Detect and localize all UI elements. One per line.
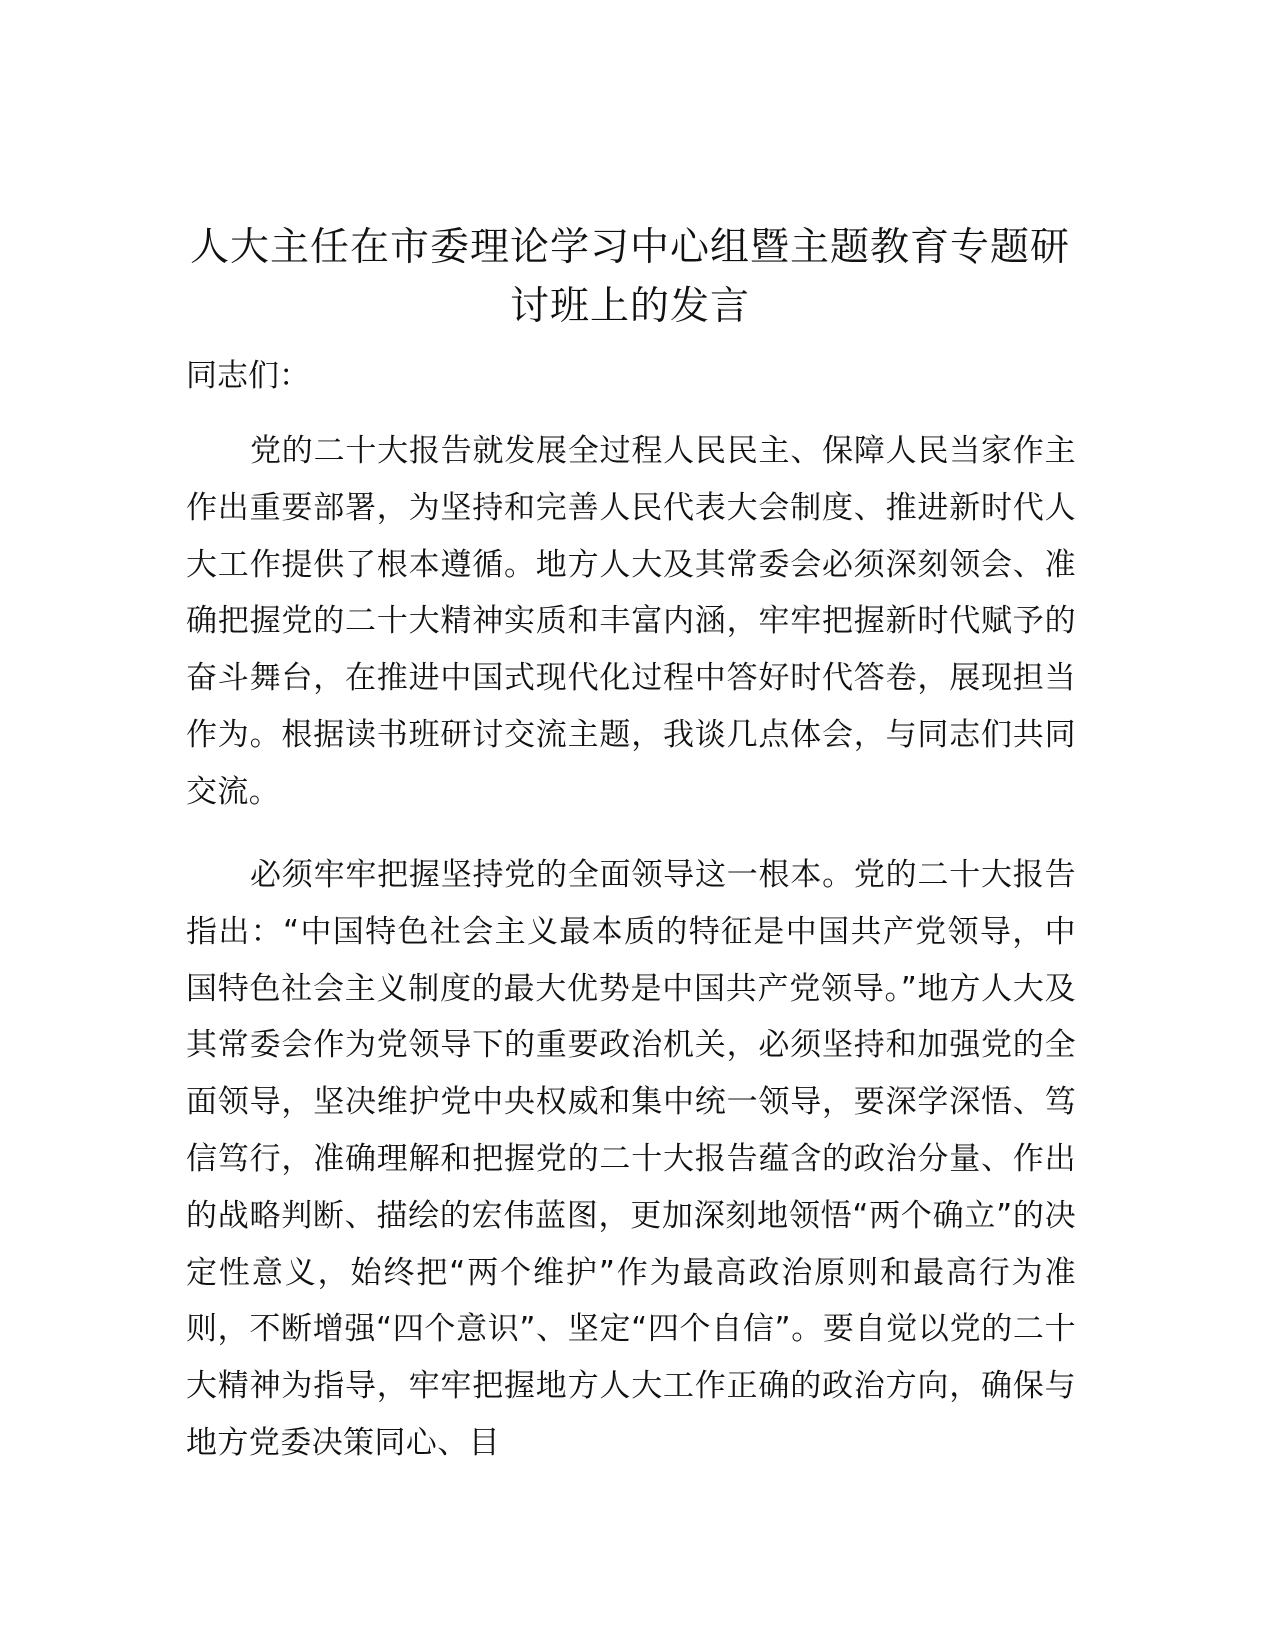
- salutation: 同志们：: [186, 358, 310, 394]
- body-paragraph-1: 党的二十大报告就发展全过程人民民主、保障人民当家作主作出重要部署，为坚持和完善人民代表大会制度、推进新时代人大工作提供了根本遵循。地方人大及其常委会必须深刻领会、准确把握党的二十大精神实质和丰富内涵，牢牢把握新时代赋予的奋斗舞台，在推进中国式现代化过程中答好时代答卷，展现担当作为。根据读书班研讨交流主题，我谈几点体会，与同志们共同交流。: [186, 433, 1076, 810]
- body-paragraph-2: 必须牢牢把握坚持党的全面领导这一根本。党的二十大报告指出：“中国特色社会主义最本质的特征是中国共产党领导，中国特色社会主义制度的最大优势是中国共产党领导。”地方人大及其常委会作为党领导下的重要政治机关，必须坚持和加强党的全面领导，坚决维护党中央权威和集中统一领导，要深学深悟、笃信笃行，准确理解和把握党的二十大报告蕴含的政治分量、作出的战略判断、描绘的宏伟蓝图，更加深刻地领悟“两个确立”的决定性意义，始终把“两个维护”作为最高政治原则和最高行为准则，不断增强“四个意识”、坚定“四个自信”。要自觉以党的二十大精神为指导，牢牢把握地方人大工作正确的政治方向，确保与地方党委决策同心、目: [186, 857, 1076, 1461]
- document-title: 人大主任在市委理论学习中心组暨主题教育专题研讨班上的发言: [189, 225, 1070, 329]
